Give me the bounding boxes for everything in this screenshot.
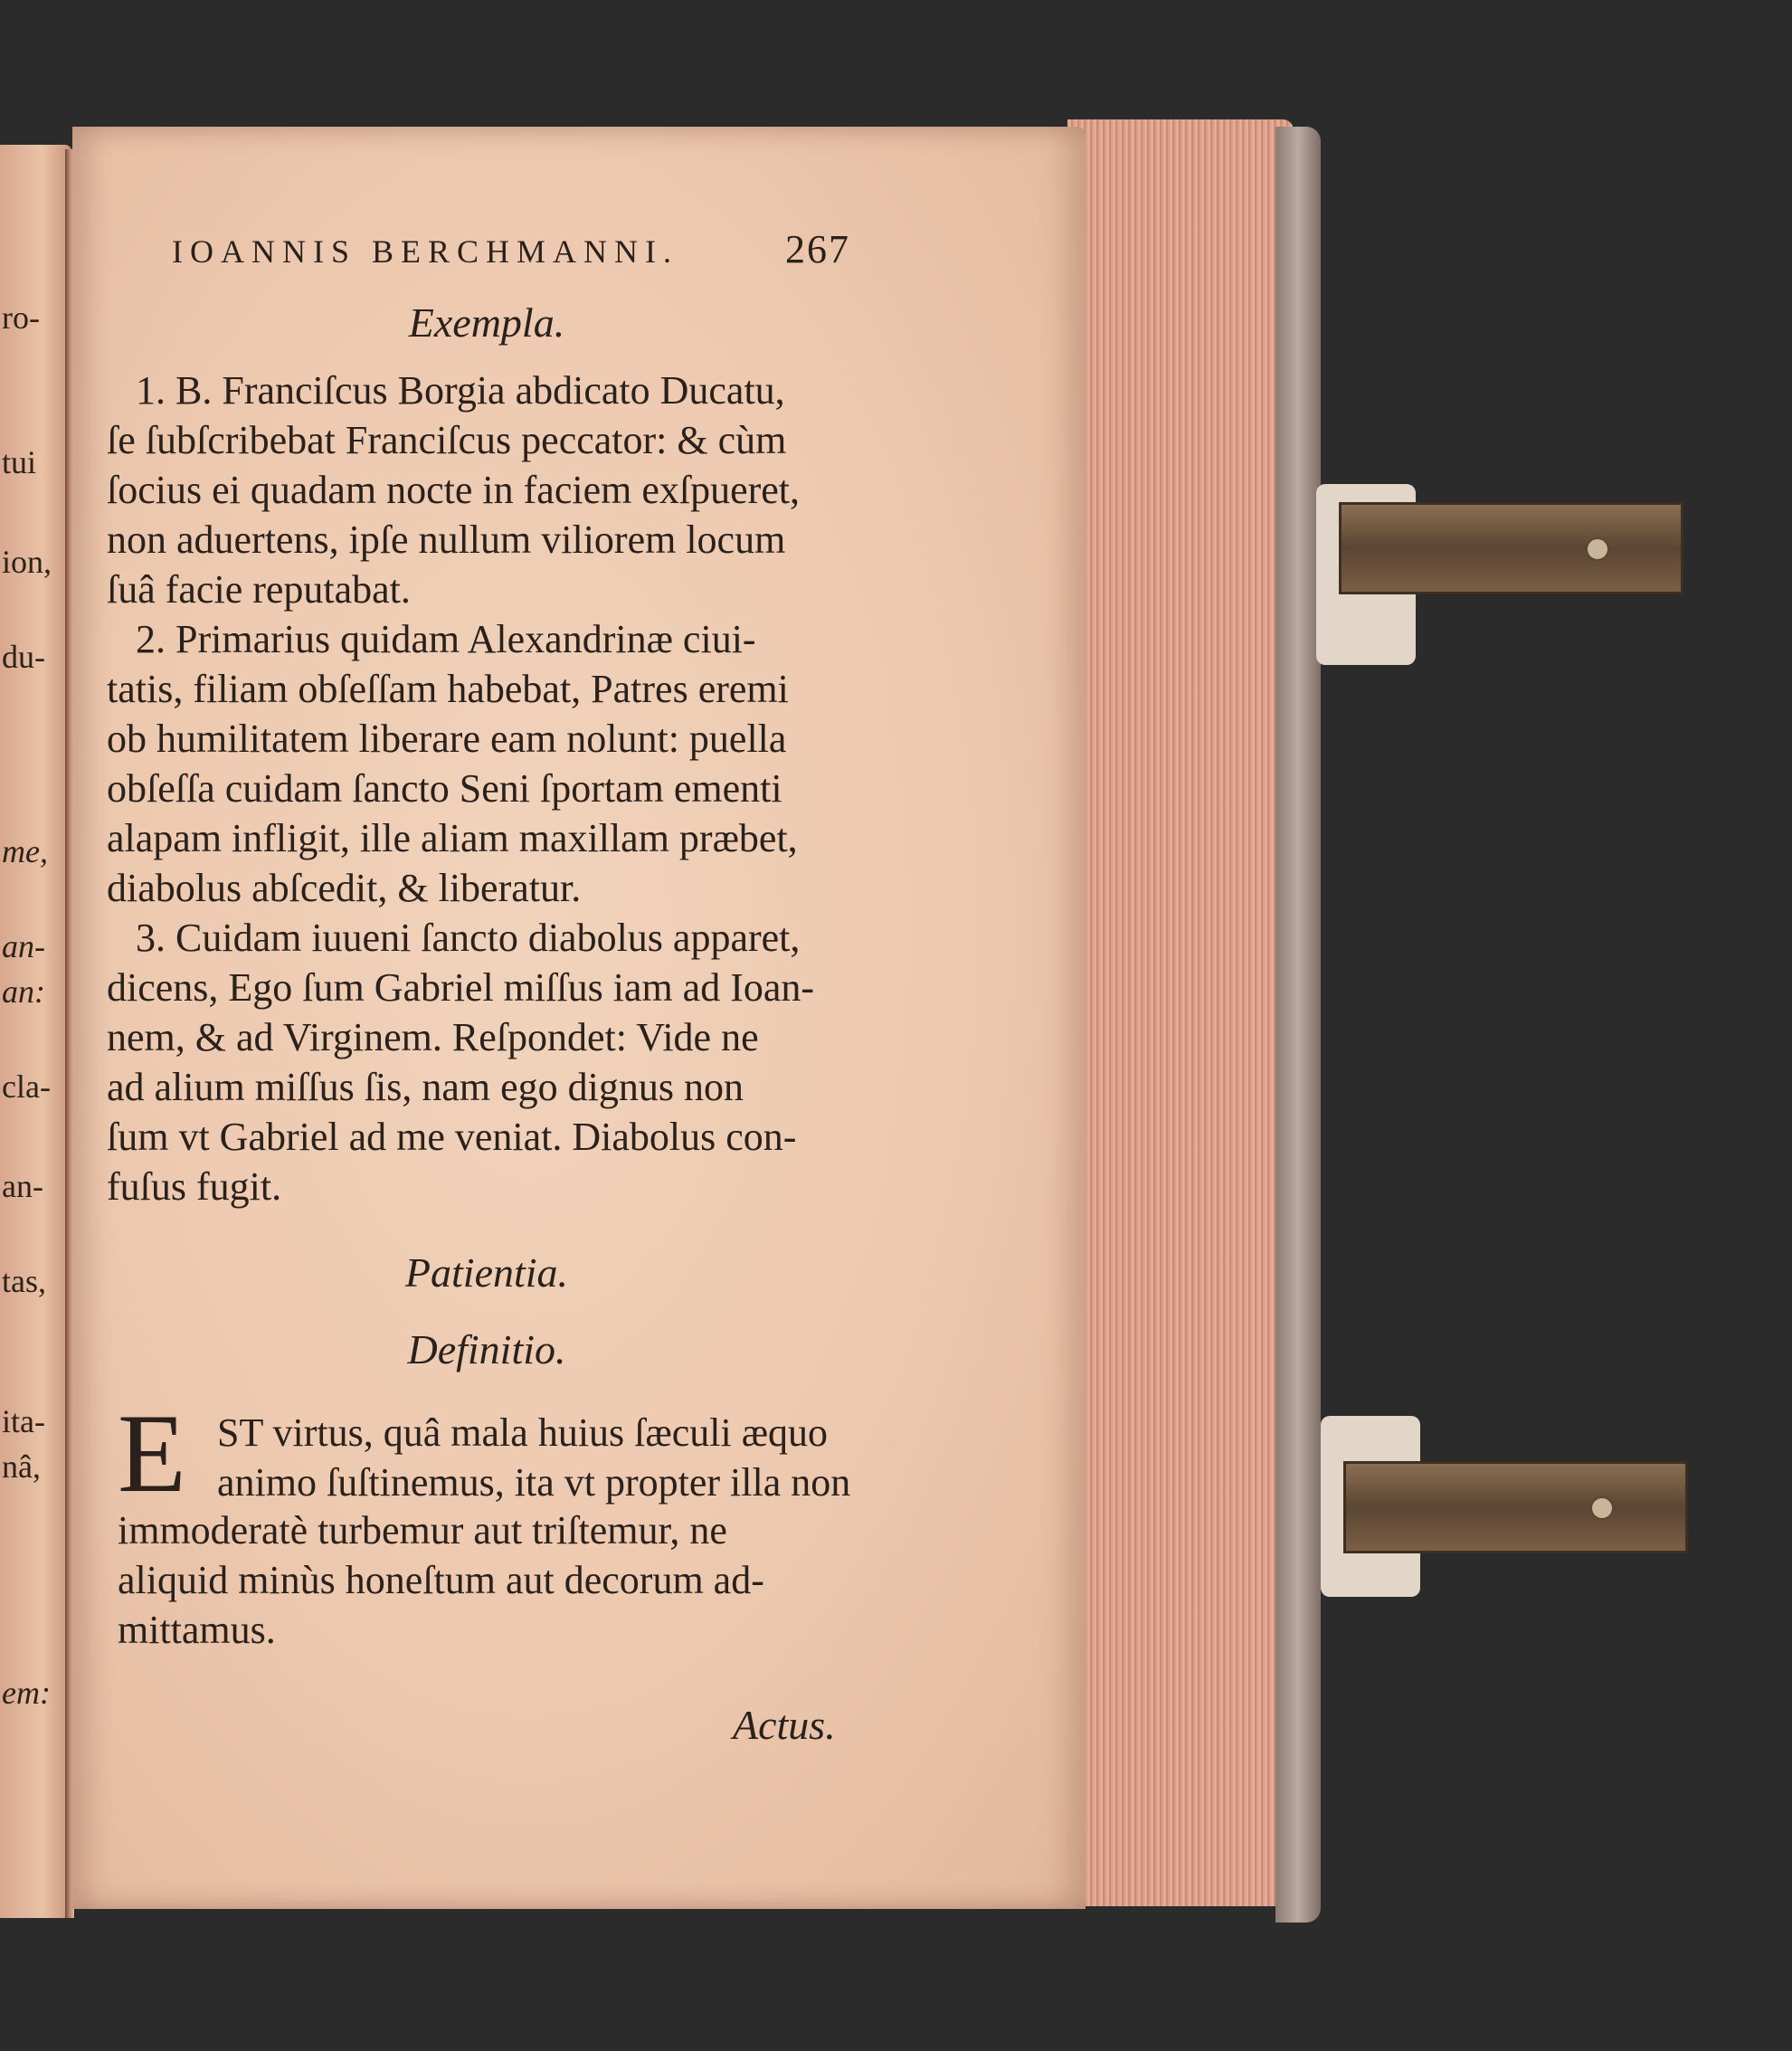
clasp-strap-bottom bbox=[1343, 1461, 1688, 1553]
left-page-fragment: cla- bbox=[2, 1068, 51, 1105]
text-line: animo ſuſtinemus, ita vt propter illa non bbox=[217, 1460, 851, 1505]
page-number: 267 bbox=[785, 227, 850, 271]
left-page-fragment: tui bbox=[2, 444, 37, 480]
left-page-fragment: ro- bbox=[2, 299, 40, 336]
left-page-fragment: an: bbox=[2, 973, 45, 1010]
running-title: IOANNIS BERCHMANNI. bbox=[172, 233, 679, 270]
left-page-fragment: nâ, bbox=[2, 1448, 41, 1485]
text-line: alapam infligit, ille aliam maxillam præbet, bbox=[107, 816, 798, 860]
text-line: immoderatè turbemur aut triſtemur, ne bbox=[118, 1508, 727, 1552]
running-header bbox=[172, 226, 850, 272]
rivet-icon bbox=[1586, 537, 1609, 561]
text-line: mittamus. bbox=[118, 1608, 276, 1652]
section-heading-patientia: Patientia. bbox=[404, 1249, 569, 1296]
text-line: obſeſſa cuidam ſancto Seni ſportam ementi bbox=[107, 766, 782, 811]
left-page-fragment: ita- bbox=[2, 1403, 45, 1439]
text-line: ſum vt Gabriel ad me veniat. Diabolus con- bbox=[107, 1115, 797, 1159]
catchword: Actus. bbox=[733, 1702, 836, 1748]
left-page-fragment: an- bbox=[2, 928, 45, 964]
page-edges bbox=[1067, 119, 1294, 1906]
text-line: 2. Primarius quidam Alexandrinæ ciui- bbox=[136, 617, 756, 661]
left-page-fragment: em: bbox=[2, 1675, 51, 1711]
left-page-fragment: ion, bbox=[2, 544, 52, 580]
section-heading-exempla: Exempla. bbox=[408, 299, 565, 346]
section-heading-definitio: Definitio. bbox=[407, 1326, 566, 1372]
book-cover-edge bbox=[1275, 127, 1321, 1923]
text-line: ſuâ facie reputabat. bbox=[107, 567, 411, 612]
left-page-edge bbox=[0, 145, 72, 1918]
text-line: ad alium miſſus ſis, nam ego dignus non bbox=[107, 1065, 744, 1109]
text-line: ſocius ei quadam nocte in faciem exſpueret, bbox=[107, 468, 801, 512]
text-line: ſe ſubſcribebat Franciſcus peccator: & cùm bbox=[107, 418, 787, 462]
drop-capital: E bbox=[118, 1391, 186, 1515]
text-line: dicens, Ego ſum Gabriel miſſus iam ad Ioan- bbox=[107, 965, 815, 1010]
text-line: fuſus fugit. bbox=[107, 1164, 282, 1209]
text-line: 3. Cuidam iuueni ſancto diabolus apparet, bbox=[136, 916, 801, 960]
left-page-fragment: me, bbox=[2, 833, 48, 869]
text-line: 1. B. Franciſcus Borgia abdicato Ducatu, bbox=[136, 368, 785, 413]
left-page-fragment: an- bbox=[2, 1168, 43, 1204]
text-line: ob humilitatem liberare eam nolunt: puella bbox=[107, 717, 787, 761]
text-line: aliquid minùs honeſtum aut decorum ad- bbox=[118, 1558, 764, 1602]
text-line: non aduertens, ipſe nullum viliorem locum bbox=[107, 517, 786, 562]
rivet-icon bbox=[1590, 1496, 1614, 1520]
clasp-strap-top bbox=[1339, 502, 1683, 594]
text-line: ST virtus, quâ mala huius ſæculi æquo bbox=[217, 1410, 829, 1455]
text-line: diabolus abſcedit, & liberatur. bbox=[107, 866, 582, 910]
text-line: tatis, filiam obſeſſam habebat, Patres eremi bbox=[107, 667, 789, 711]
left-page-fragment: tas, bbox=[2, 1263, 46, 1299]
text-line: nem, & ad Virginem. Reſpondet: Vide ne bbox=[107, 1015, 759, 1059]
left-page-fragment: du- bbox=[2, 639, 45, 675]
